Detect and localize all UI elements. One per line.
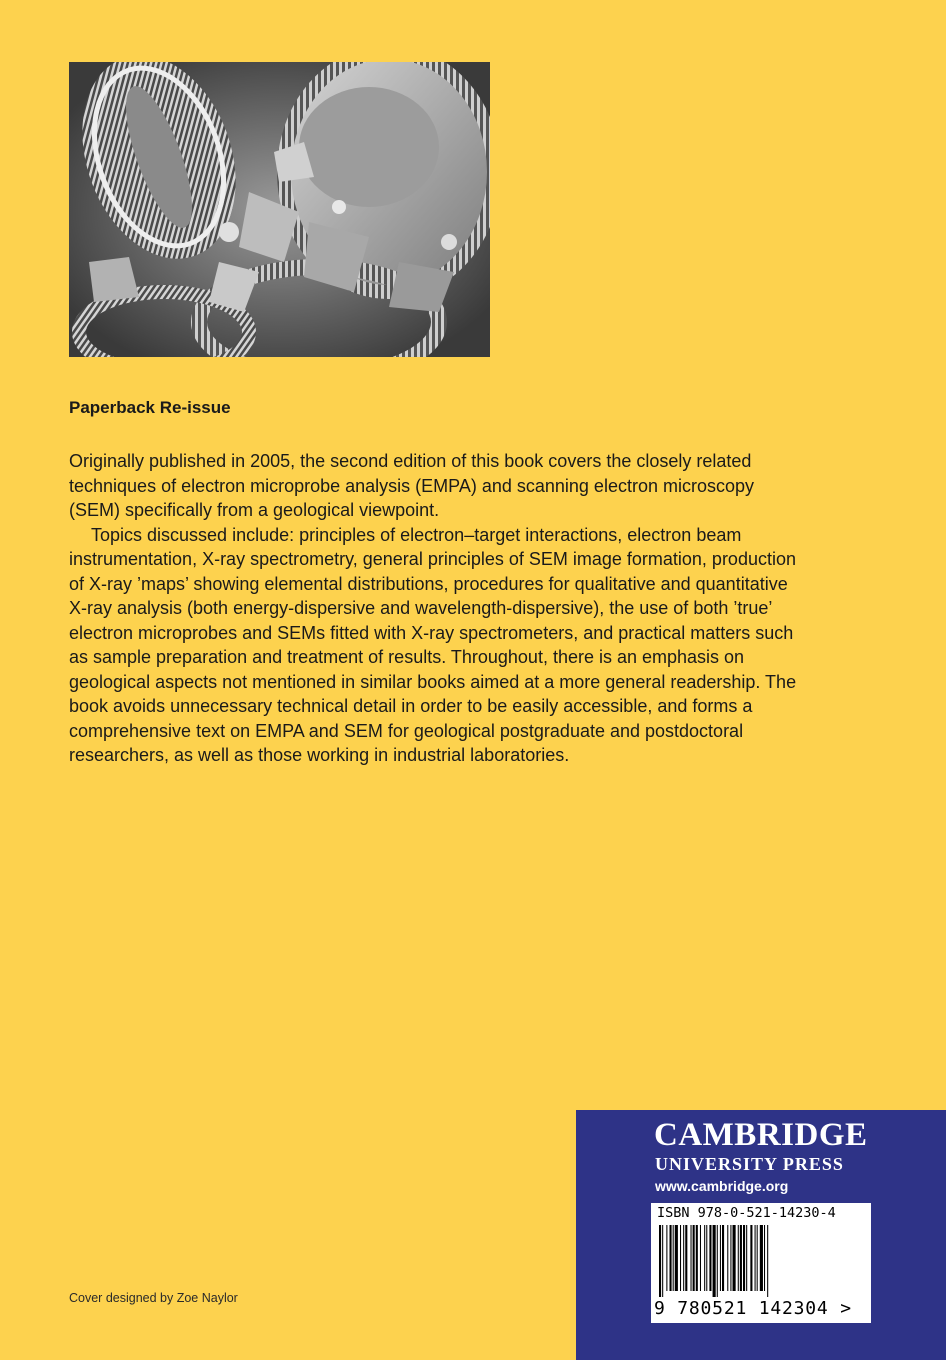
barcode-bar	[733, 1225, 736, 1291]
barcode-bar	[673, 1225, 674, 1291]
barcode-bar	[706, 1225, 707, 1291]
barcode-bar	[738, 1225, 739, 1291]
publisher-subname: UNIVERSITY PRESS	[655, 1154, 844, 1174]
barcode-bar	[743, 1225, 745, 1291]
barcode-bar	[691, 1225, 692, 1291]
barcode-bar	[746, 1225, 747, 1291]
barcode-panel	[651, 1203, 871, 1323]
barcode-bar	[666, 1225, 667, 1291]
barcode-bar	[659, 1225, 661, 1297]
barcode-bar	[730, 1225, 731, 1291]
barcode-bar	[755, 1225, 756, 1291]
publisher-name: CAMBRIDGE	[654, 1117, 868, 1153]
barcode-bar	[709, 1225, 711, 1291]
section-heading: Paperback Re-issue	[69, 398, 231, 417]
barcode-bar	[727, 1225, 728, 1291]
barcode-bar	[717, 1225, 718, 1297]
barcode-bar	[757, 1225, 758, 1291]
barcode-bar	[700, 1225, 701, 1291]
barcode-bar	[675, 1225, 678, 1291]
barcode-bar	[750, 1225, 752, 1291]
barcode-bar	[670, 1225, 672, 1291]
barcode-bar	[680, 1225, 681, 1291]
isbn-label: ISBN 978-0-521-14230-4	[657, 1205, 836, 1221]
description-paragraph-2: Topics discussed include: principles of electron–target interactions, electron beam instrumentation, X-ray spectrometry, general principles of SEM image formation, production of X-ray ’maps’ showing elemental distributions, procedures for qualitative and quantitative X-ray analysis (both energy-dispersive and wavelength-dispersive), the use of both ’true’ electron microprobes and SEMs fitted with X-ray spectrometers, and practical matters such as sample preparation and treatment of results. Throughout, there is an emphasis on geological aspects not mentioned in similar books aimed at a more general readership. The book avoids unnecessary technical detail in order to be easily accessible, and forms a comprehensive text on EMPA and SEM for geological postgraduate and postdoctoral researchers, as well as those working in industrial laboratories.	[69, 524, 797, 765]
publisher-url: www.cambridge.org	[655, 1178, 789, 1194]
cover-design-credit: Cover designed by Zoe Naylor	[69, 1291, 238, 1305]
barcode-bar	[720, 1225, 721, 1291]
book-description	[69, 449, 807, 768]
barcode-bar	[696, 1225, 698, 1291]
barcode-icon	[657, 1225, 865, 1297]
barcode-bar	[685, 1225, 687, 1291]
barcode-bar	[764, 1225, 765, 1291]
sem-micrograph-image	[69, 62, 490, 357]
barcode-bar	[662, 1225, 663, 1297]
cover-micrograph-image	[69, 62, 490, 357]
barcode-bar	[760, 1225, 763, 1291]
barcode-bar	[683, 1225, 684, 1291]
description-paragraph-1: Originally published in 2005, the second edition of this book covers the closely related techniques of electron microprobe analysis (EMPA) and scanning electron microscopy (SEM) specifically from a geological viewpoint.	[69, 451, 754, 520]
barcode-bar	[767, 1225, 768, 1297]
barcode-bar	[693, 1225, 695, 1291]
barcode-bar	[704, 1225, 705, 1291]
barcode-bar	[722, 1225, 724, 1291]
barcode-bar	[740, 1225, 742, 1291]
barcode-digits: 9 780521 142304 >	[654, 1298, 852, 1319]
barcode-bar	[713, 1225, 716, 1297]
